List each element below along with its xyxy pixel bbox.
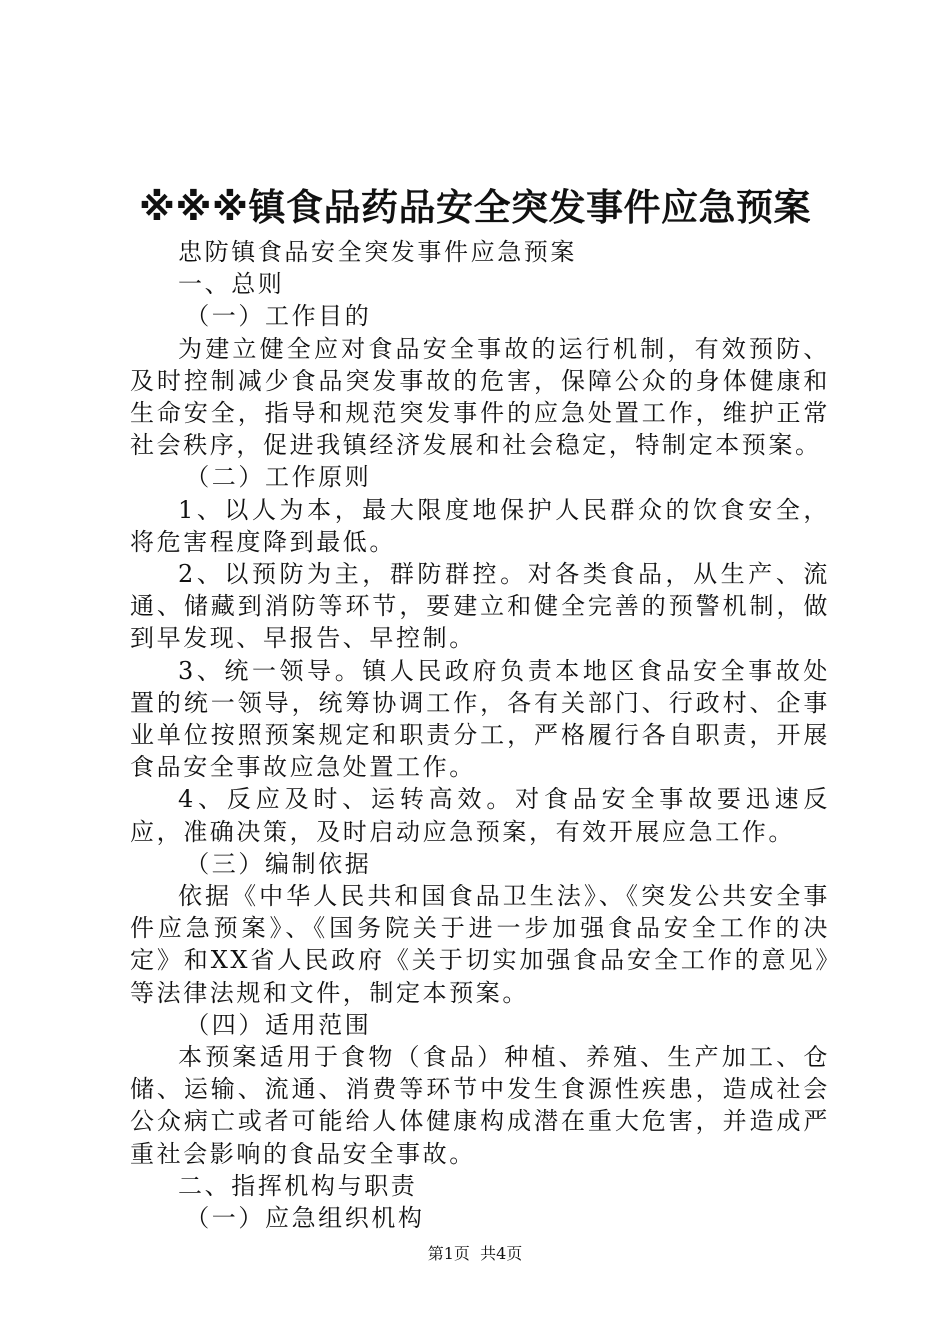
section-heading: （三）编制依据 bbox=[185, 849, 372, 878]
body-paragraph: 1、以人为本，最大限度地保护人民群众的饮食安全，将危害程度降到最低。 bbox=[130, 495, 830, 556]
section-heading: 忠防镇食品安全突发事件应急预案 bbox=[178, 238, 577, 266]
page-footer: 第1页 共4页 bbox=[427, 1244, 523, 1263]
section-heading: （一）应急组织机构 bbox=[185, 1204, 425, 1233]
body-paragraph: 为建立健全应对食品安全事故的运行机制，有效预防、及时控制减少食品突发事故的危害，保障公众的身体健康和生命安全，指导和规范突发事件的应急处置工作，维护正常社会秩序，促进我镇经济发展和社会稳定，特制定本预案。 bbox=[130, 334, 830, 460]
section-heading: （四）适用范围 bbox=[185, 1010, 372, 1039]
section-heading: 二、指挥机构与职责 bbox=[178, 1171, 418, 1200]
section-heading: （一）工作目的 bbox=[185, 302, 372, 331]
body-paragraph: 3、统一领导。镇人民政府负责本地区食品安全事故处置的统一领导，统筹协调工作，各有关部门、行政村、企事业单位按照预案规定和职责分工，严格履行各自职责，开展食品安全事故应急处置工作。 bbox=[130, 656, 830, 782]
body-paragraph: 4、反应及时、运转高效。对食品安全事故要迅速反应，准确决策，及时启动应急预案，有效开展应急工作。 bbox=[130, 785, 830, 846]
document-title: ※※※镇食品药品安全突发事件应急预案 bbox=[139, 186, 811, 229]
document-body bbox=[130, 236, 830, 1234]
body-paragraph: 本预案适用于食物（食品）种植、养殖、生产加工、仓储、运输、流通、消费等环节中发生食源性疾患，造成社会公众病亡或者可能给人体健康构成潜在重大危害，并造成严重社会影响的食品安全事故。 bbox=[130, 1043, 830, 1168]
body-paragraph: 依据《中华人民共和国食品卫生法》、《突发公共安全事件应急预案》、《国务院关于进一步加强食品安全工作的决定》和XX省人民政府《关于切实加强食品安全工作的意见》等法律法规和文件，制定本预案。 bbox=[130, 882, 830, 1007]
section-heading: （二）工作原则 bbox=[185, 463, 372, 492]
body-paragraph: 2、以预防为主，群防群控。对各类食品，从生产、流通、储藏到消防等环节，要建立和健全完善的预警机制，做到早发现、早报告、早控制。 bbox=[130, 560, 830, 653]
section-heading: 一、总则 bbox=[178, 270, 285, 299]
